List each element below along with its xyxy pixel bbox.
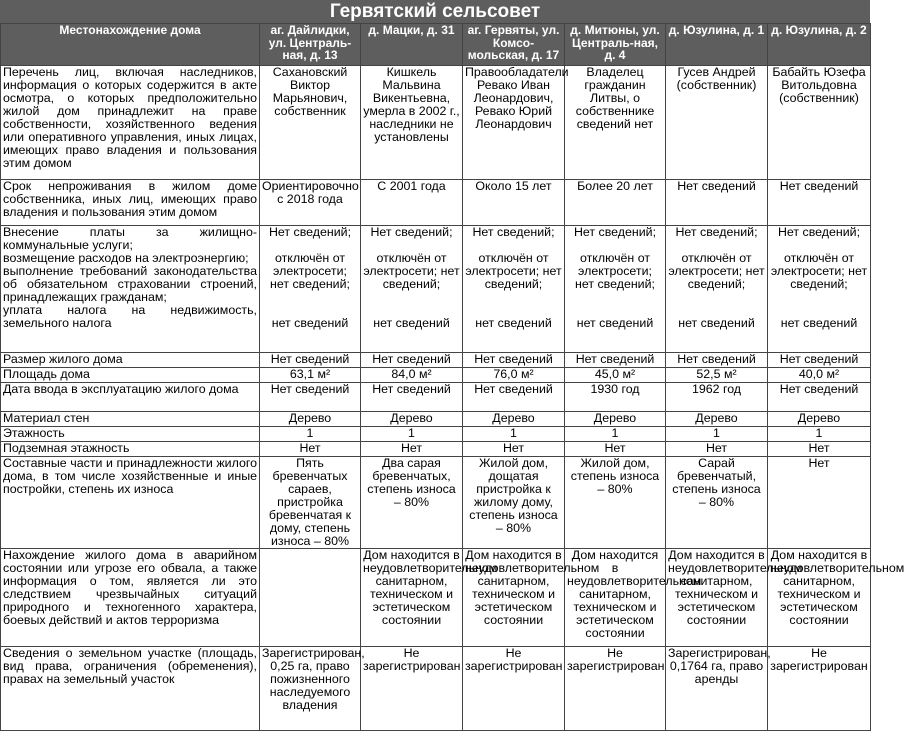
table-row — [1, 442, 871, 457]
header-house-1: аг. Дайлидки, ул. Централь-ная, д. 13 — [260, 24, 361, 66]
table-cell: Нет сведений — [565, 353, 666, 368]
header-location: Местонахождение дома — [1, 24, 260, 66]
table-cell: Правообладатели Ревако Иван Леонардович, Ревако Юрий Леонардович — [463, 66, 565, 180]
table-cell: 1 — [768, 427, 871, 442]
table-cell: 1 — [361, 427, 463, 442]
table-cell: Более 20 лет — [565, 180, 666, 226]
payment-label-line: выполнение требований законодательства об обязательном страховании строений, принадлежащих гражданам; — [3, 264, 257, 304]
row-label-underground-floors: Подземная этажность — [1, 442, 260, 457]
table-cell: Не зарегистрирован — [463, 647, 565, 731]
table-cell: Дом находится в неудовлетворительном санитарном, техническом и эстетическом состоянии — [666, 549, 768, 647]
table-row — [1, 66, 871, 180]
table-cell: Нет сведений — [666, 353, 768, 368]
table-row — [1, 427, 871, 442]
table-cell: Дерево — [666, 412, 768, 427]
table-cell: Дерево — [565, 412, 666, 427]
table-cell — [463, 226, 565, 353]
page-title: Гервятский сельсовет — [0, 0, 870, 23]
table-cell: С 2001 года — [361, 180, 463, 226]
cell-line: Нет сведений; — [675, 225, 758, 239]
table-cell: Не зарегистрирован — [361, 647, 463, 731]
cell-line: отключён от электросети; нет сведений; — [668, 251, 765, 291]
table-cell — [768, 226, 871, 353]
table-cell: 1 — [666, 427, 768, 442]
table-cell: Нет сведений — [361, 353, 463, 368]
table-cell: Нет сведений — [260, 353, 361, 368]
table-cell: Нет сведений — [260, 383, 361, 412]
row-label-land-plot: Сведения о земельном участке (площадь, вид права, ограничения (обременения), правах на земельный участок — [1, 647, 260, 731]
table-cell: Нет сведений — [768, 180, 871, 226]
table-cell: Нет сведений — [768, 353, 871, 368]
header-house-5: д. Юзулина, д. 1 — [666, 24, 768, 66]
table-cell: Нет сведений — [666, 180, 768, 226]
table-cell: Владелец гражданин Литвы, о собственнике сведений нет — [565, 66, 666, 180]
header-house-4: д. Митюны, ул. Централь-ная, д. 4 — [565, 24, 666, 66]
table-cell: 63,1 м² — [260, 368, 361, 383]
table-cell: Сарай бревенчатый, степень износа – 80% — [666, 457, 768, 549]
table-cell: Не зарегистрирован — [768, 647, 871, 731]
table-row — [1, 383, 871, 412]
cell-line: нет сведений — [271, 316, 349, 330]
row-label-area: Площадь дома — [1, 368, 260, 383]
header-house-2: д. Мацки, д. 31 — [361, 24, 463, 66]
table-cell — [260, 226, 361, 353]
table-cell: Нет — [361, 442, 463, 457]
table-cell: Бабайть Юзефа Витольдовна (собственник) — [768, 66, 871, 180]
table-cell: 40,0 м² — [768, 368, 871, 383]
table-cell: 1 — [565, 427, 666, 442]
row-label-size: Размер жилого дома — [1, 353, 260, 368]
table-row — [1, 368, 871, 383]
row-label-floors: Этажность — [1, 427, 260, 442]
table-cell: 76,0 м² — [463, 368, 565, 383]
cell-line: отключён от электросети; нет сведений; — [270, 251, 350, 291]
header-house-6: д. Юзулина, д. 2 — [768, 24, 871, 66]
table-row — [1, 457, 871, 549]
table-cell — [361, 226, 463, 353]
cell-line: отключён от электросети; нет сведений; — [575, 251, 655, 291]
table-row — [1, 180, 871, 226]
table-cell: Дом находится в неудовлетворительном санитарном, техническом и эстетическом состоянии — [463, 549, 565, 647]
table-cell: Нет сведений — [463, 383, 565, 412]
table-cell: Дерево — [463, 412, 565, 427]
cell-line: Нет сведений; — [777, 225, 861, 239]
cell-line: нет сведений — [678, 316, 755, 330]
cell-line: Нет сведений; — [370, 225, 453, 239]
row-label-outbuildings: Составные части и принадлежности жилого дома, в том числе хозяйственные и иные постройки, степень их износа — [1, 457, 260, 549]
table-cell: Дом находится в неудовлетворительном санитарном, техническом и эстетическом состоянии — [768, 549, 871, 647]
table-cell: Нет сведений — [463, 353, 565, 368]
payment-label-line: Внесение платы за жилищно-коммунальные услуги; — [3, 225, 257, 252]
table-cell: Нет — [666, 442, 768, 457]
table-cell: Нет — [463, 442, 565, 457]
table-cell: Дерево — [361, 412, 463, 427]
table-cell: 1962 год — [666, 383, 768, 412]
table-cell: Ориентировочно с 2018 года — [260, 180, 361, 226]
table-cell: Кишкель Мальвина Викентьевна, умерла в 2002 г., наследники не установлены — [361, 66, 463, 180]
table-cell: Два сарая бревенчатых, степень износа – 80% — [361, 457, 463, 549]
row-label-emergency-state: Нахождение жилого дома в аварийном состоянии или угрозе его обвала, а также информация о том, является ли это следствием чрезвычайных ситуаций природного и техногенного характера, боевых действий и актов терроризма — [1, 549, 260, 647]
table-cell: 1 — [260, 427, 361, 442]
table-cell: 1930 год — [565, 383, 666, 412]
payment-label-line: возмещение расходов на электроэнергию; — [3, 251, 249, 265]
table-cell: Пять бревенчатых сараев, пристройка бревенчатая к дому, степень износа – 80% — [260, 457, 361, 549]
table-cell: Дерево — [768, 412, 871, 427]
table-cell: Дом находится в неудовлетворительном санитарном, техническом и эстетическом состоянии — [565, 549, 666, 647]
table-cell: Жилой дом, степень износа – 80% — [565, 457, 666, 549]
table-cell: Гусев Андрей (собственник) — [666, 66, 768, 180]
table-cell: 52,5 м² — [666, 368, 768, 383]
cell-line: нет сведений — [576, 316, 654, 330]
table-row — [1, 412, 871, 427]
header-house-3: аг. Гервяты, ул. Комсо-мольская, д. 17 — [463, 24, 565, 66]
table-row — [1, 226, 871, 353]
table-cell — [666, 226, 768, 353]
table-row — [1, 353, 871, 368]
payment-label-line: уплата налога на недвижимость, земельного налога — [3, 303, 257, 330]
cell-line: нет сведений — [780, 316, 858, 330]
row-label-commission-date: Дата ввода в эксплуатацию жилого дома — [1, 383, 260, 412]
header-row — [1, 24, 871, 66]
table-cell: Не зарегистрирован — [565, 647, 666, 731]
cell-line: отключён от электросети; нет сведений; — [465, 251, 562, 291]
table-cell — [260, 549, 361, 647]
cell-line: Нет сведений; — [268, 225, 352, 239]
table-cell — [565, 226, 666, 353]
cell-line: отключён от электросети; нет сведений; — [363, 251, 460, 291]
cell-line: нет сведений — [475, 316, 552, 330]
row-label-wall-material: Материал стен — [1, 412, 260, 427]
table-cell: Дом находится в неудовлетворительном санитарном, техническом и эстетическом состоянии — [361, 549, 463, 647]
table-cell: Сахановский Виктор Марьянович, собственник — [260, 66, 361, 180]
houses-table — [0, 23, 904, 731]
table-cell: Дерево — [260, 412, 361, 427]
table-cell: Нет — [768, 442, 871, 457]
row-label-persons: Перечень лиц, включая наследников, информация о которых содержится в акте осмотра, о которых предположительно жилой дом принадлежит на праве собственности, хозяйственного ведения или оперативного управления, иных лицах, имеющих право владения и пользования этим домом — [1, 66, 260, 180]
table-cell: Зарегистрирован, 0,1764 га, право аренды — [666, 647, 768, 731]
table-cell: Жилой дом, дощатая пристройка к жилому дому, степень износа – 80% — [463, 457, 565, 549]
row-label-payments — [1, 226, 260, 353]
table-cell: Нет — [260, 442, 361, 457]
table-row — [1, 549, 871, 647]
table-cell: Нет сведений — [768, 383, 871, 412]
table-cell: Нет — [768, 457, 871, 549]
table-row — [1, 647, 871, 731]
cell-line: Нет сведений; — [472, 225, 555, 239]
row-label-absence-period: Срок непроживания в жилом доме собственника, иных лиц, имеющих право владения и пользования этим домом — [1, 180, 260, 226]
table-cell: Нет сведений — [361, 383, 463, 412]
table-cell: 1 — [463, 427, 565, 442]
table-cell: Около 15 лет — [463, 180, 565, 226]
table-cell: Нет — [565, 442, 666, 457]
table-cell: Зарегистрирован, 0,25 га, право пожизненного наследуемого владения — [260, 647, 361, 731]
table-cell: 84,0 м² — [361, 368, 463, 383]
cell-line: нет сведений — [373, 316, 450, 330]
cell-line: отключён от электросети; нет сведений; — [770, 251, 868, 291]
cell-line: Нет сведений; — [573, 225, 657, 239]
table-cell: 45,0 м² — [565, 368, 666, 383]
